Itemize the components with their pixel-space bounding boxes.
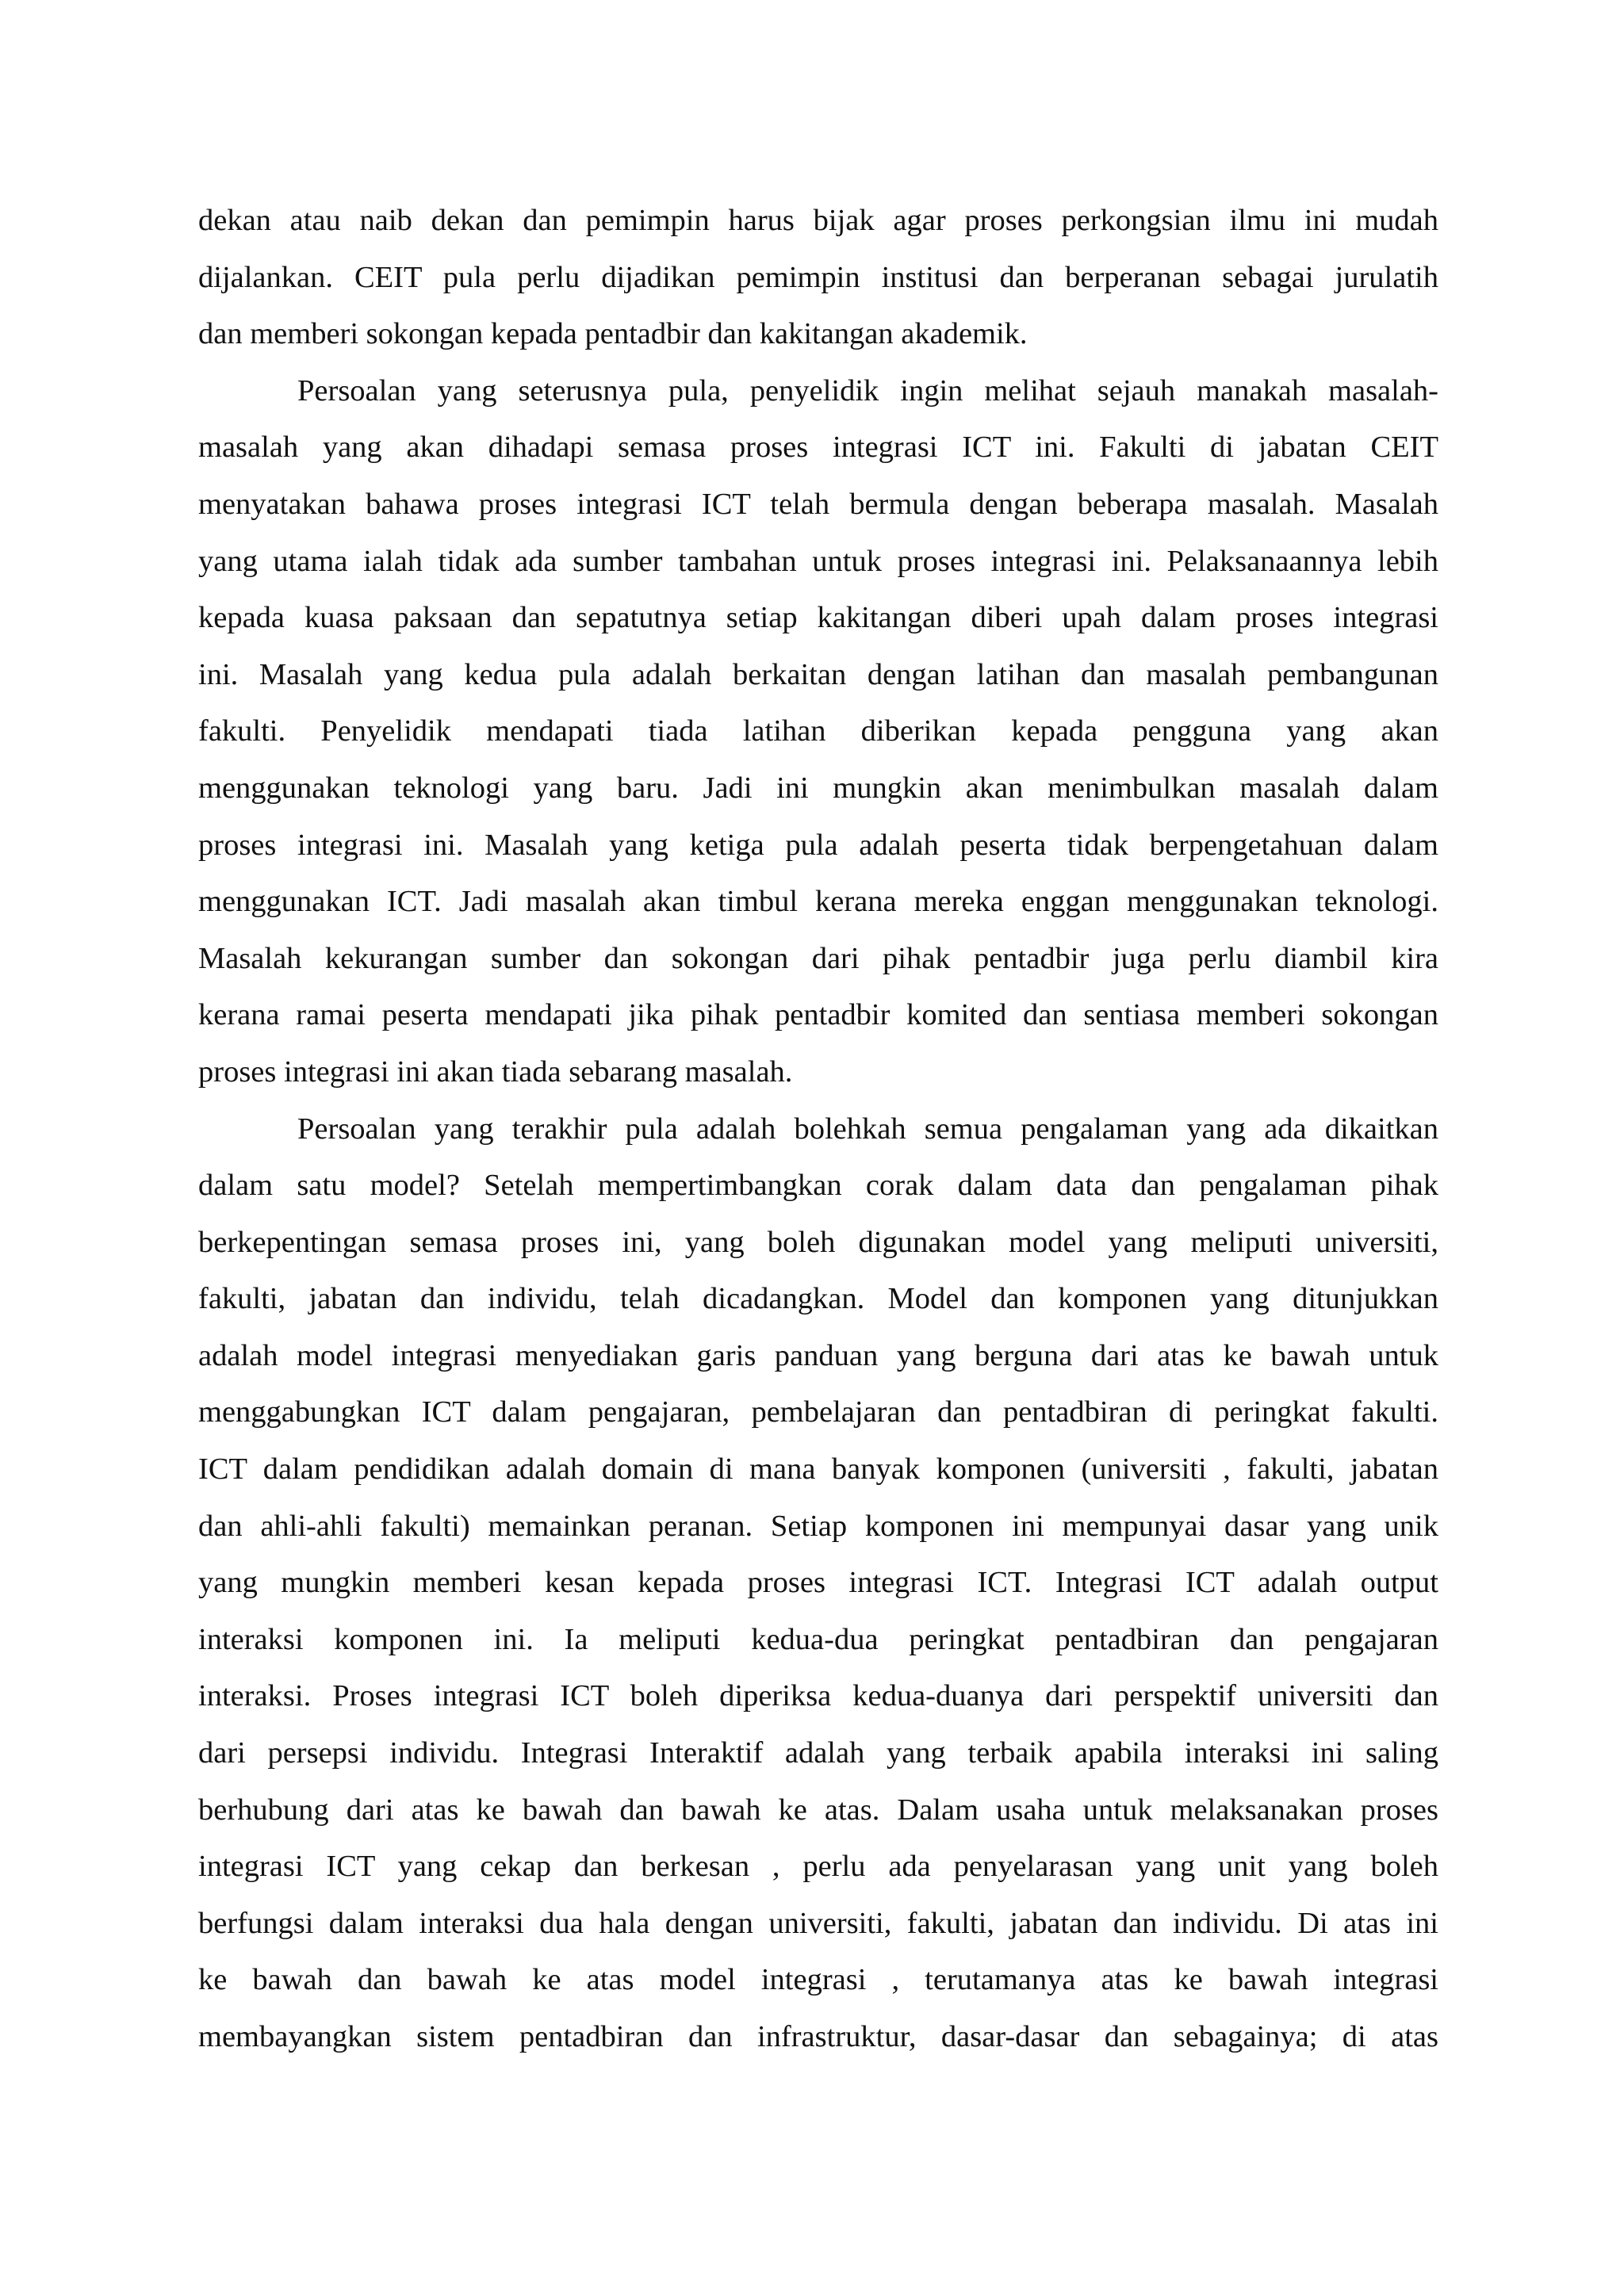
text-line: adalah model integrasi menyediakan garis panduan yang berguna dari atas ke bawah untuk: [198, 1338, 1438, 1372]
text-line: ICT dalam pendidikan adalah domain di mana banyak komponen (universiti , fakulti, jabatan: [198, 1452, 1438, 1487]
text-line: ke bawah dan bawah ke atas model integrasi , terutamanya atas ke bawah integrasi: [198, 1963, 1438, 1997]
text-line: membayangkan sistem pentadbiran dan infrastruktur, dasar-dasar dan sebagainya; di atas: [198, 2020, 1438, 2053]
text-line: proses integrasi ini akan tiada sebarang masalah.: [198, 1054, 793, 1089]
text-line: fakulti. Penyelidik mendapati tiada latihan diberikan kepada pengguna yang akan: [198, 714, 1438, 748]
text-line: Masalah kekurangan sumber dan sokongan dari pihak pentadbir juga perlu diambil kira: [198, 941, 1438, 975]
text-line: kepada kuasa paksaan dan sepatutnya setiap kakitangan diberi upah dalam proses integrasi: [198, 601, 1438, 635]
text-line: fakulti, jabatan dan individu, telah dicadangkan. Model dan komponen yang ditunjukkan: [198, 1282, 1438, 1316]
text-line: berhubung dari atas ke bawah dan bawah ke atas. Dalam usaha untuk melaksanakan proses: [198, 1793, 1438, 1827]
text-line: proses integrasi ini. Masalah yang ketiga pula adalah peserta tidak berpengetahuan dalam: [198, 828, 1438, 862]
text-line: dari persepsi individu. Integrasi Interaktif adalah yang terbaik apabila interaksi ini saling: [198, 1736, 1438, 1770]
text-line: menggunakan teknologi yang baru. Jadi ini mungkin akan menimbulkan masalah dalam: [198, 771, 1438, 805]
text-line: berfungsi dalam interaksi dua hala dengan universiti, fakulti, jabatan dan individu. Di atas ini: [198, 1906, 1438, 1940]
text-line: integrasi ICT yang cekap dan berkesan , perlu ada penyelarasan yang unit yang boleh: [198, 1850, 1438, 1884]
paragraph-first-line: Persoalan yang terakhir pula adalah bolehkah semua pengalaman yang ada dikaitkan: [297, 1112, 1438, 1146]
text-line: menggabungkan ICT dalam pengajaran, pembelajaran dan pentadbiran di peringkat fakulti.: [198, 1395, 1438, 1429]
text-line: kerana ramai peserta mendapati jika pihak pentadbir komited dan sentiasa memberi sokongan: [198, 998, 1438, 1032]
text-line: dalam satu model? Setelah mempertimbangkan corak dalam data dan pengalaman pihak: [198, 1169, 1438, 1203]
text-line: menyatakan bahawa proses integrasi ICT telah bermula dengan beberapa masalah. Masalah: [198, 487, 1438, 521]
text-line: masalah yang akan dihadapi semasa proses integrasi ICT ini. Fakulti di jabatan CEIT: [198, 430, 1438, 465]
text-line: dijalankan. CEIT pula perlu dijadikan pemimpin institusi dan berperanan sebagai jurulatih: [198, 260, 1438, 294]
text-line: interaksi. Proses integrasi ICT boleh diperiksa kedua-duanya dari perspektif universiti dan: [198, 1679, 1438, 1713]
document-body-text: [198, 193, 1438, 2066]
text-line: dan memberi sokongan kepada pentadbir dan kakitangan akademik.: [198, 317, 1028, 351]
text-line: interaksi komponen ini. Ia meliputi kedua-dua peringkat pentadbiran dan pengajaran: [198, 1622, 1438, 1656]
text-line: yang mungkin memberi kesan kepada proses integrasi ICT. Integrasi ICT adalah output: [198, 1566, 1438, 1600]
text-line: yang utama ialah tidak ada sumber tambahan untuk proses integrasi ini. Pelaksanaannya lebih: [198, 544, 1438, 578]
text-line: dekan atau naib dekan dan pemimpin harus bijak agar proses perkongsian ilmu ini mudah: [198, 204, 1438, 237]
paragraph-first-line: Persoalan yang seterusnya pula, penyelidik ingin melihat sejauh manakah masalah-: [297, 373, 1438, 408]
text-line: dan ahli-ahli fakulti) memainkan peranan. Setiap komponen ini mempunyai dasar yang unik: [198, 1509, 1438, 1543]
text-line: berkepentingan semasa proses ini, yang boleh digunakan model yang meliputi universiti,: [198, 1225, 1438, 1259]
text-line: menggunakan ICT. Jadi masalah akan timbul kerana mereka enggan menggunakan teknologi.: [198, 885, 1438, 919]
text-line: ini. Masalah yang kedua pula adalah berkaitan dengan latihan dan masalah pembangunan: [198, 657, 1438, 691]
